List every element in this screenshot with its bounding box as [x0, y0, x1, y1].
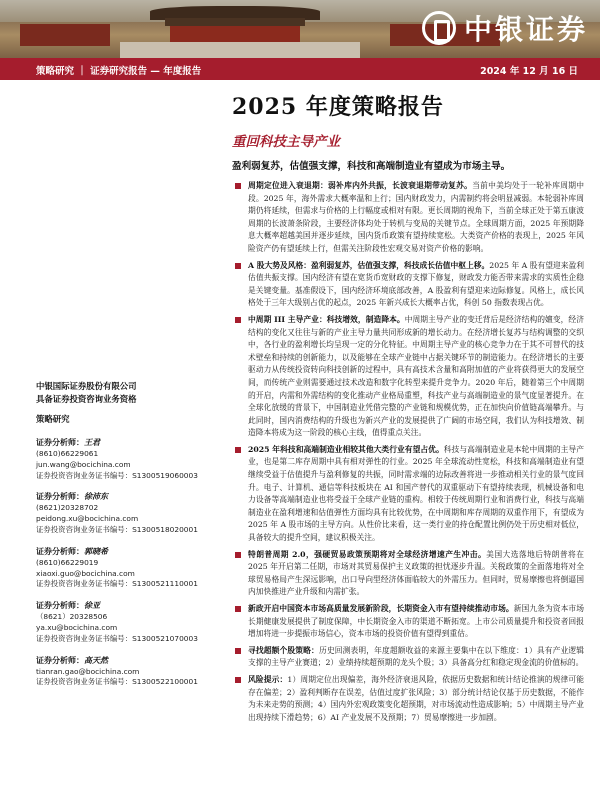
risk-warning-bullet [232, 674, 584, 724]
analyst-phone: (8610)66229061 [36, 449, 99, 458]
bullet-square-icon [235, 447, 241, 453]
banner-terrace [120, 42, 360, 58]
analyst-label: 证券分析师： [36, 492, 84, 502]
bullet-heading: 特朗普周期 2.0，强硬贸易政策预期将对全球经济增速产生冲击。 [248, 549, 487, 559]
bullet-heading: A 股大势及风格：盈利弱复苏，估值强支撑，科技成长估值中枢上移。 [248, 260, 490, 270]
bullet-heading: 风险提示： [248, 674, 288, 684]
banner-building-left [20, 24, 110, 46]
bullet-text: 新国九条为资本市场长期健康发展提供了制度保障，中长期资金入市的渠道不断拓宽。上市公司质量提升和投资者回报增加将进一步提振市场信心，资本市场的投资价值有望得到重估。 [248, 604, 584, 639]
analyst-name-line [36, 546, 216, 558]
analyst-card [36, 437, 216, 481]
analyst-phone: (8621)20328702 [36, 503, 99, 513]
analyst-label: 证券分析师： [36, 546, 84, 556]
report-body [232, 180, 584, 728]
bullet-text: 历史回测表明，年度超额收益的来源主要集中在以下维度：1）具有产业逻辑支撑的主导产业赛道；2）业绩持续超预期的龙头个股；3）具备高分红和稳定现金流的价值标的。 [248, 645, 584, 668]
analyst-sidebar [36, 380, 216, 698]
analyst-cert: 证券投资咨询业务证书编号：S1300522100001 [36, 677, 198, 687]
header-banner-photo [0, 0, 600, 58]
company-logo [422, 6, 588, 50]
department-label: 策略研究 [36, 414, 70, 424]
bullet-text: 中周期主导产业的变迁背后是经济结构的嬗变，经济结构的变化又往往与新的产业主导力量共同形成新的增长动力。在经济增长复苏与结构调整的交织中，各行业的盈利增长均呈现一定的分化特征。中周期主导产业的核心竞争力在于其不可替代的技术壁垒和持续的创新能力，以及能够在全球产业链中占据关键环节的制造能力。在经济增长的主要驱动力从传统投资转向科技创新的过程中，具有高技术含量和高附加值的产业将获得更大的发展空间，而传统产业则需要通过技术改造和数字化转型来提升竞争力。2020 年后，随着第三个中周期的开启，内需和外需结构的变化推动产业格局重塑，科技产业与高端制造业的景气度显著提升。在全球化放缓的背景下，中国制造业凭借完整的产业链和规模优势，正在加快向价值链高端攀升。与此同时，国内消费结构的升级也为新兴产业的发展提供了广阔的市场空间，我们认为科技增效、制造降本将成为这一阶段的核心主线，值得重点关注。 [248, 314, 584, 438]
analyst-label: 证券分析师： [36, 438, 84, 447]
summary-bullet [232, 260, 584, 310]
logo-text: 中银证券 [463, 13, 588, 46]
report-subtitle: 重回科技主导产业 [232, 134, 340, 150]
bullet-square-icon [235, 648, 241, 654]
logo-mark-icon [422, 11, 456, 45]
analyst-cert: 证券投资咨询业务证书编号：S1300521110001 [36, 579, 198, 589]
bullet-square-icon [235, 263, 241, 269]
report-category-label: 策略研究 ｜ 证券研究报告 — 年度报告 [36, 66, 202, 77]
summary-bullet [232, 444, 584, 545]
analyst-cert: 证券投资咨询业务证书编号：S1300519060003 [36, 470, 198, 480]
analyst-card [36, 600, 216, 644]
analyst-cert: 证券投资咨询业务证书编号：S1300518020001 [36, 524, 198, 534]
analyst-phone: （8621）20328506 [36, 612, 108, 622]
analyst-card [36, 491, 216, 535]
analyst-email: jun.wang@bocichina.com [36, 459, 131, 469]
report-type-bar [0, 58, 600, 80]
bullet-heading: 中周期 III 主导产业：科技增效，制造降本。 [248, 314, 405, 324]
bullet-heading: 周期定位进入衰退期：弱补库内外共振，长波衰退期带动复苏。 [248, 181, 473, 190]
summary-bullet [232, 180, 584, 256]
company-name: 中银国际证券股份有限公司 [36, 381, 137, 391]
analyst-name-line [36, 600, 216, 612]
bullet-square-icon [235, 552, 241, 558]
bullet-heading: 2025 年科技和高端制造业相较其他大类行业有望占优。 [248, 444, 444, 454]
summary-bullet [232, 549, 584, 599]
analyst-card [36, 546, 216, 590]
analyst-name: 高天然 [84, 655, 108, 665]
report-date: 2024 年 12 月 16 日 [480, 66, 578, 77]
bullet-text: 科技与高端制造业是本轮中周期的主导产业，也是第二库存周期中具有相对弹性的行业。2025 年全球流动性宽松，科技和高端制造业有望继续受益于估值提升与盈利修复的共振，同时需求端的边际改善将进一步推动相关行业的景气度回升。电子、计算机、通信等科技板块在 AI 和国产替代的双重驱动下有望持续表现，机械设备和电力设备等高端制造业也将受益于全球产业链的重构。相较于传统周期行业和消费行业，科技与高端制造业在盈利增速和估值弹性方面均具有比较优势，在中周期和库存周期的双重作用下，有望成为 2025 年 A 股市场的主导方向。从性价比来看，这一类行业的持仓配置比例仍处于历史相对低位，具备较大的提升空间，建议积极关注。 [248, 444, 584, 543]
analyst-name: 徐沛东 [84, 492, 108, 502]
banner-roof-lower [165, 18, 305, 26]
bullet-text: 美国大选落地后特朗普将在 2025 年开启第二任期，市场对其贸易保护主义政策的担忧逐步升温。关税政策的全面落地将对全球贸易格局产生深远影响，出口导向型经济体面临较大的外需压力。但同时，贸易摩擦也将倒逼国内加快推进产业升级和内需扩张。 [248, 549, 584, 597]
analyst-email: xiaoxi.guo@bocichina.com [36, 568, 135, 578]
company-qualification: 具备证券投资咨询业务资格 [36, 393, 137, 404]
analyst-name-line [36, 655, 216, 667]
summary-bullet [232, 314, 584, 440]
bullet-square-icon [235, 317, 241, 323]
analyst-email: tianran.gao@bocichina.com [36, 666, 140, 676]
analyst-name-line [36, 491, 216, 503]
bullet-heading: 新政开启中国资本市场高质量发展新阶段，长期资金入市有望持续推动市场。 [248, 604, 514, 613]
analyst-email: ya.xu@bocichina.com [36, 622, 118, 632]
analyst-cert: 证券投资咨询业务证书编号：S1300521070003 [36, 633, 198, 643]
bullet-square-icon [235, 183, 241, 189]
analyst-name-line [36, 437, 216, 449]
bullet-text: 1）周期定位出现偏差，海外经济衰退风险，依据历史数据和统计结论推演的规律可能存在偏差；2）盈利判断存在误差，估值过度扩张风险；3）部分统计结论仅基于历史数据，不能作为未来走势的预测；4）国内外宏观政策变化超预期，对市场流动性造成影响；5）中周期主导产业出现持续下滑趋势；6）AI 产业发展不及预期；7）贸易摩擦进一步加剧。 [248, 674, 584, 722]
report-lead: 盈利弱复苏，估值强支撑，科技和高端制造业有望成为市场主导。 [232, 161, 511, 172]
bullet-square-icon [235, 606, 241, 612]
analyst-card [36, 655, 216, 689]
bullet-text: 当前中美均处于一轮补库周期中段。2025 年，海外需求大概率温和上行；国内财政发力，内需制约将会明显减弱。本轮弱补库周期仍将延续，但需求与价格的上行幅度或相对有限。更长周期的视角下，当前全球正处于第五康波周期的长波萧条阶段，主要经济体均处于转机与变局的关键节点。全球周期方面，2025 年预期降息大概率超越美国并逐步延续，国内货币政策有望持续宽松。大类资产价格的表现上，2025 年风险资产仍有望延续上行，但需关注阶段性宏观交易对资产价格的影响。 [248, 181, 584, 253]
bullet-square-icon [235, 677, 241, 683]
analyst-name: 王君 [84, 438, 100, 447]
bullet-text: 2025 年 A 股有望迎来盈利估值共振支撑。国内经济有望在宽货币宽财政的支撑下修复，财政发力能否带来需求的实质性企稳是关键变量。基准假设下，国内经济环境底部改善，A 股盈利有望迎来边际修复。风格上，成长风格处于三年大级别占优的起点，2025 年新兴成长大概率占优，科创 50 指数表现占优。 [248, 260, 584, 308]
bullet-heading: 寻找超额个股策略： [248, 645, 319, 655]
analyst-label: 证券分析师： [36, 601, 84, 611]
summary-bullet [232, 603, 584, 641]
analyst-label: 证券分析师： [36, 655, 84, 665]
analyst-phone: (8610)66229019 [36, 557, 99, 567]
report-title: 2025 年度策略报告 [232, 94, 444, 120]
analyst-name: 郭晓希 [84, 546, 108, 556]
summary-bullet [232, 645, 584, 670]
analyst-email: peidong.xu@bocichina.com [36, 514, 139, 524]
analyst-name: 徐亚 [84, 601, 100, 611]
